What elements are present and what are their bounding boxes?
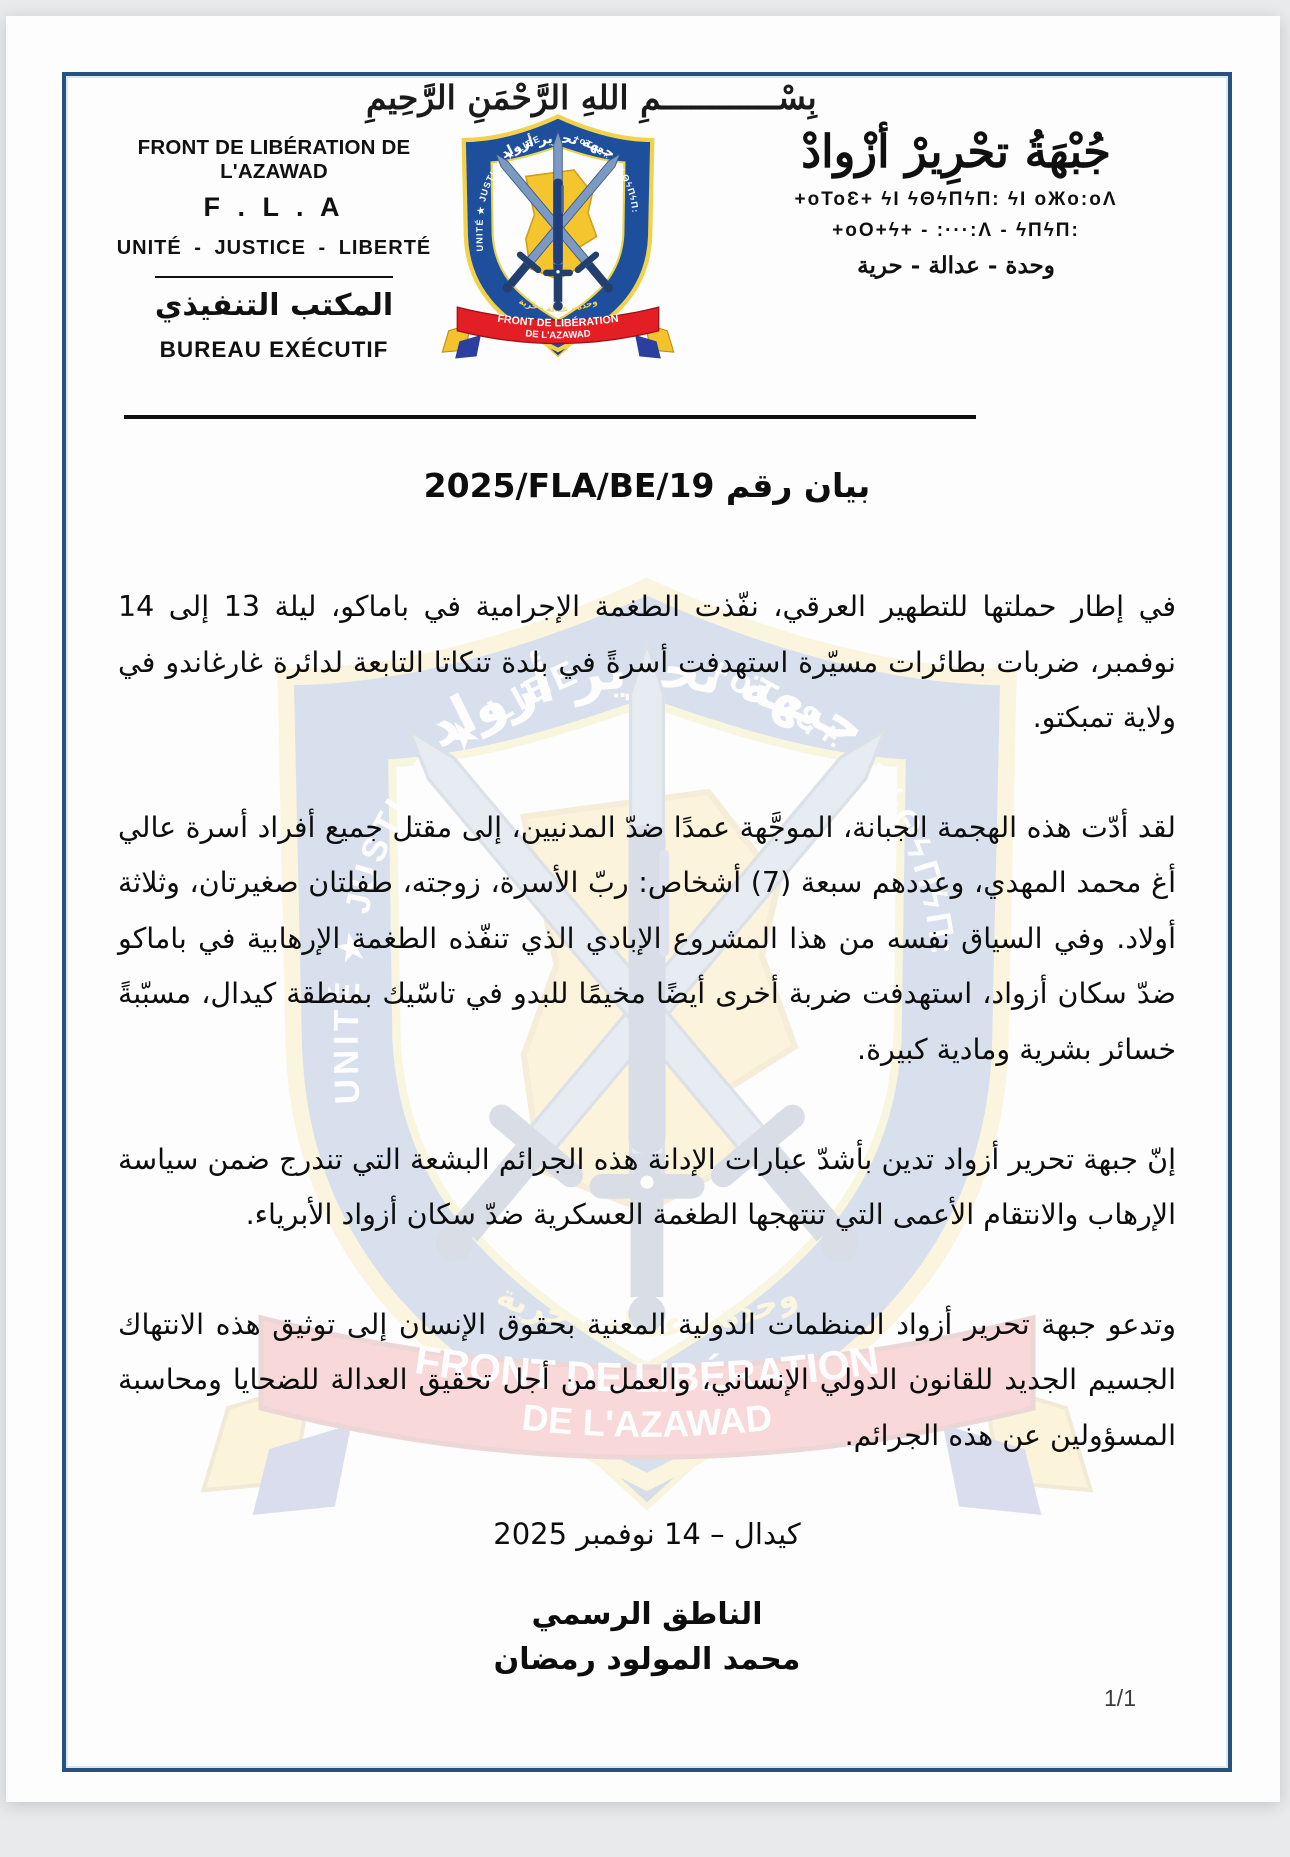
header-rule [124, 415, 976, 419]
org-name-fr: FRONT DE LIBÉRATION DE L'AZAWAD [137, 136, 411, 183]
statement-paragraph-3: إنّ جبهة تحرير أزواد تدين بأشدّ عبارات الإدانة هذه الجرائم البشعة التي تندرج ضمن سياسة الإرهاب والانتقام الأعمى التي تنتهجها الطغمة العسكرية ضدّ سكان أزواد الأبرياء. [118, 1142, 1176, 1232]
statement-title [118, 466, 1176, 505]
page-indicator: 1/1 [1104, 1685, 1136, 1711]
header-left-block [88, 136, 460, 363]
dateline: كيدال – 14 نوفمبر 2025 [493, 1517, 801, 1552]
statement-paragraph-4: وتدعو جبهة تحرير أزواد المنظمات الدولية المعنية بحقوق الإنسان إلى توثيق هذه الانتهاك الجسيم الجديد للقانون الدولي الإنساني، والعمل من أجل تحقيق العدالة للضحايا ومحاسبة المسؤولين عن هذه الجرائم. [118, 1307, 1176, 1452]
fla-emblem-logo [438, 110, 678, 363]
statement-paragraph-1: في إطار حملتها للتطهير العرقي، نفّذت الطغمة الإجرامية في باماكو، ليلة 13 إلى 14 نوفمبر، ضربات بطائرات مسيّرة استهدفت أسرةً في بلدة تنكاتا التابعة لدائرة غارغاندو في ولاية تمبكتو. [118, 590, 1176, 735]
org-name-ar: جُبْهَةُ تحْرِيرْ أزْوادْ [801, 125, 1111, 178]
header-left-divider [155, 276, 393, 278]
tifinagh-line-1: +oToƐ+ ϟI ϟΘϟΠϟΠ: ϟI oЖo:oΛ [794, 189, 1118, 211]
bismillah-calligraphy: بِسْــــــــــــمِ اللهِ الرَّحْمَنِ الرَّحِيمِ [366, 78, 817, 117]
page-sheet [6, 16, 1280, 1802]
statement-paragraph-2: لقد أدّت هذه الهجمة الجبانة، الموجَّهة عمدًا ضدّ المدنيين، إلى مقتل جميع أفراد أسرة عالي أغ محمد المهدي، وعددهم سبعة (7) أشخاص: ربّ الأسرة، زوجته، طفلتان صغيرتان، وثلاثة أولاد. وفي السياق نفسه من هذا المشروع الإبادي الذي تنفّذه الطغمة الإرهابية في باماكو ضدّ سكان أزواد، استهدفت ضربة أخرى أيضًا مخيمًا للبدو في تاسّيك بمنطقة كيدال، مسبّبةً خسائر بشرية ومادية كبيرة. [118, 810, 1176, 1066]
org-acronym: F . L . A [203, 192, 345, 222]
office-title-fr: BUREAU EXÉCUTIF [159, 337, 389, 362]
tifinagh-line-2: +oO+ϟ+ - :···:Λ - ϟΠϟΠ: [832, 220, 1080, 242]
org-motto-fr: UNITÉ - JUSTICE - LIBERTÉ [116, 237, 432, 259]
page-border-frame [62, 72, 1232, 1772]
signature-role: الناطق الرسمي [531, 1597, 763, 1633]
statement-title-arabic: بيان رقم [725, 466, 871, 505]
statement-body [118, 466, 1176, 1677]
header-right-block [718, 124, 1194, 279]
office-title-ar: المكتب التنفيذي [154, 288, 394, 323]
org-motto-ar: وحدة - عدالة - حرية [857, 252, 1055, 280]
statement-reference-number: 2025/FLA/BE/19 [423, 466, 715, 505]
signature-name: محمد المولود رمضان [493, 1642, 801, 1678]
